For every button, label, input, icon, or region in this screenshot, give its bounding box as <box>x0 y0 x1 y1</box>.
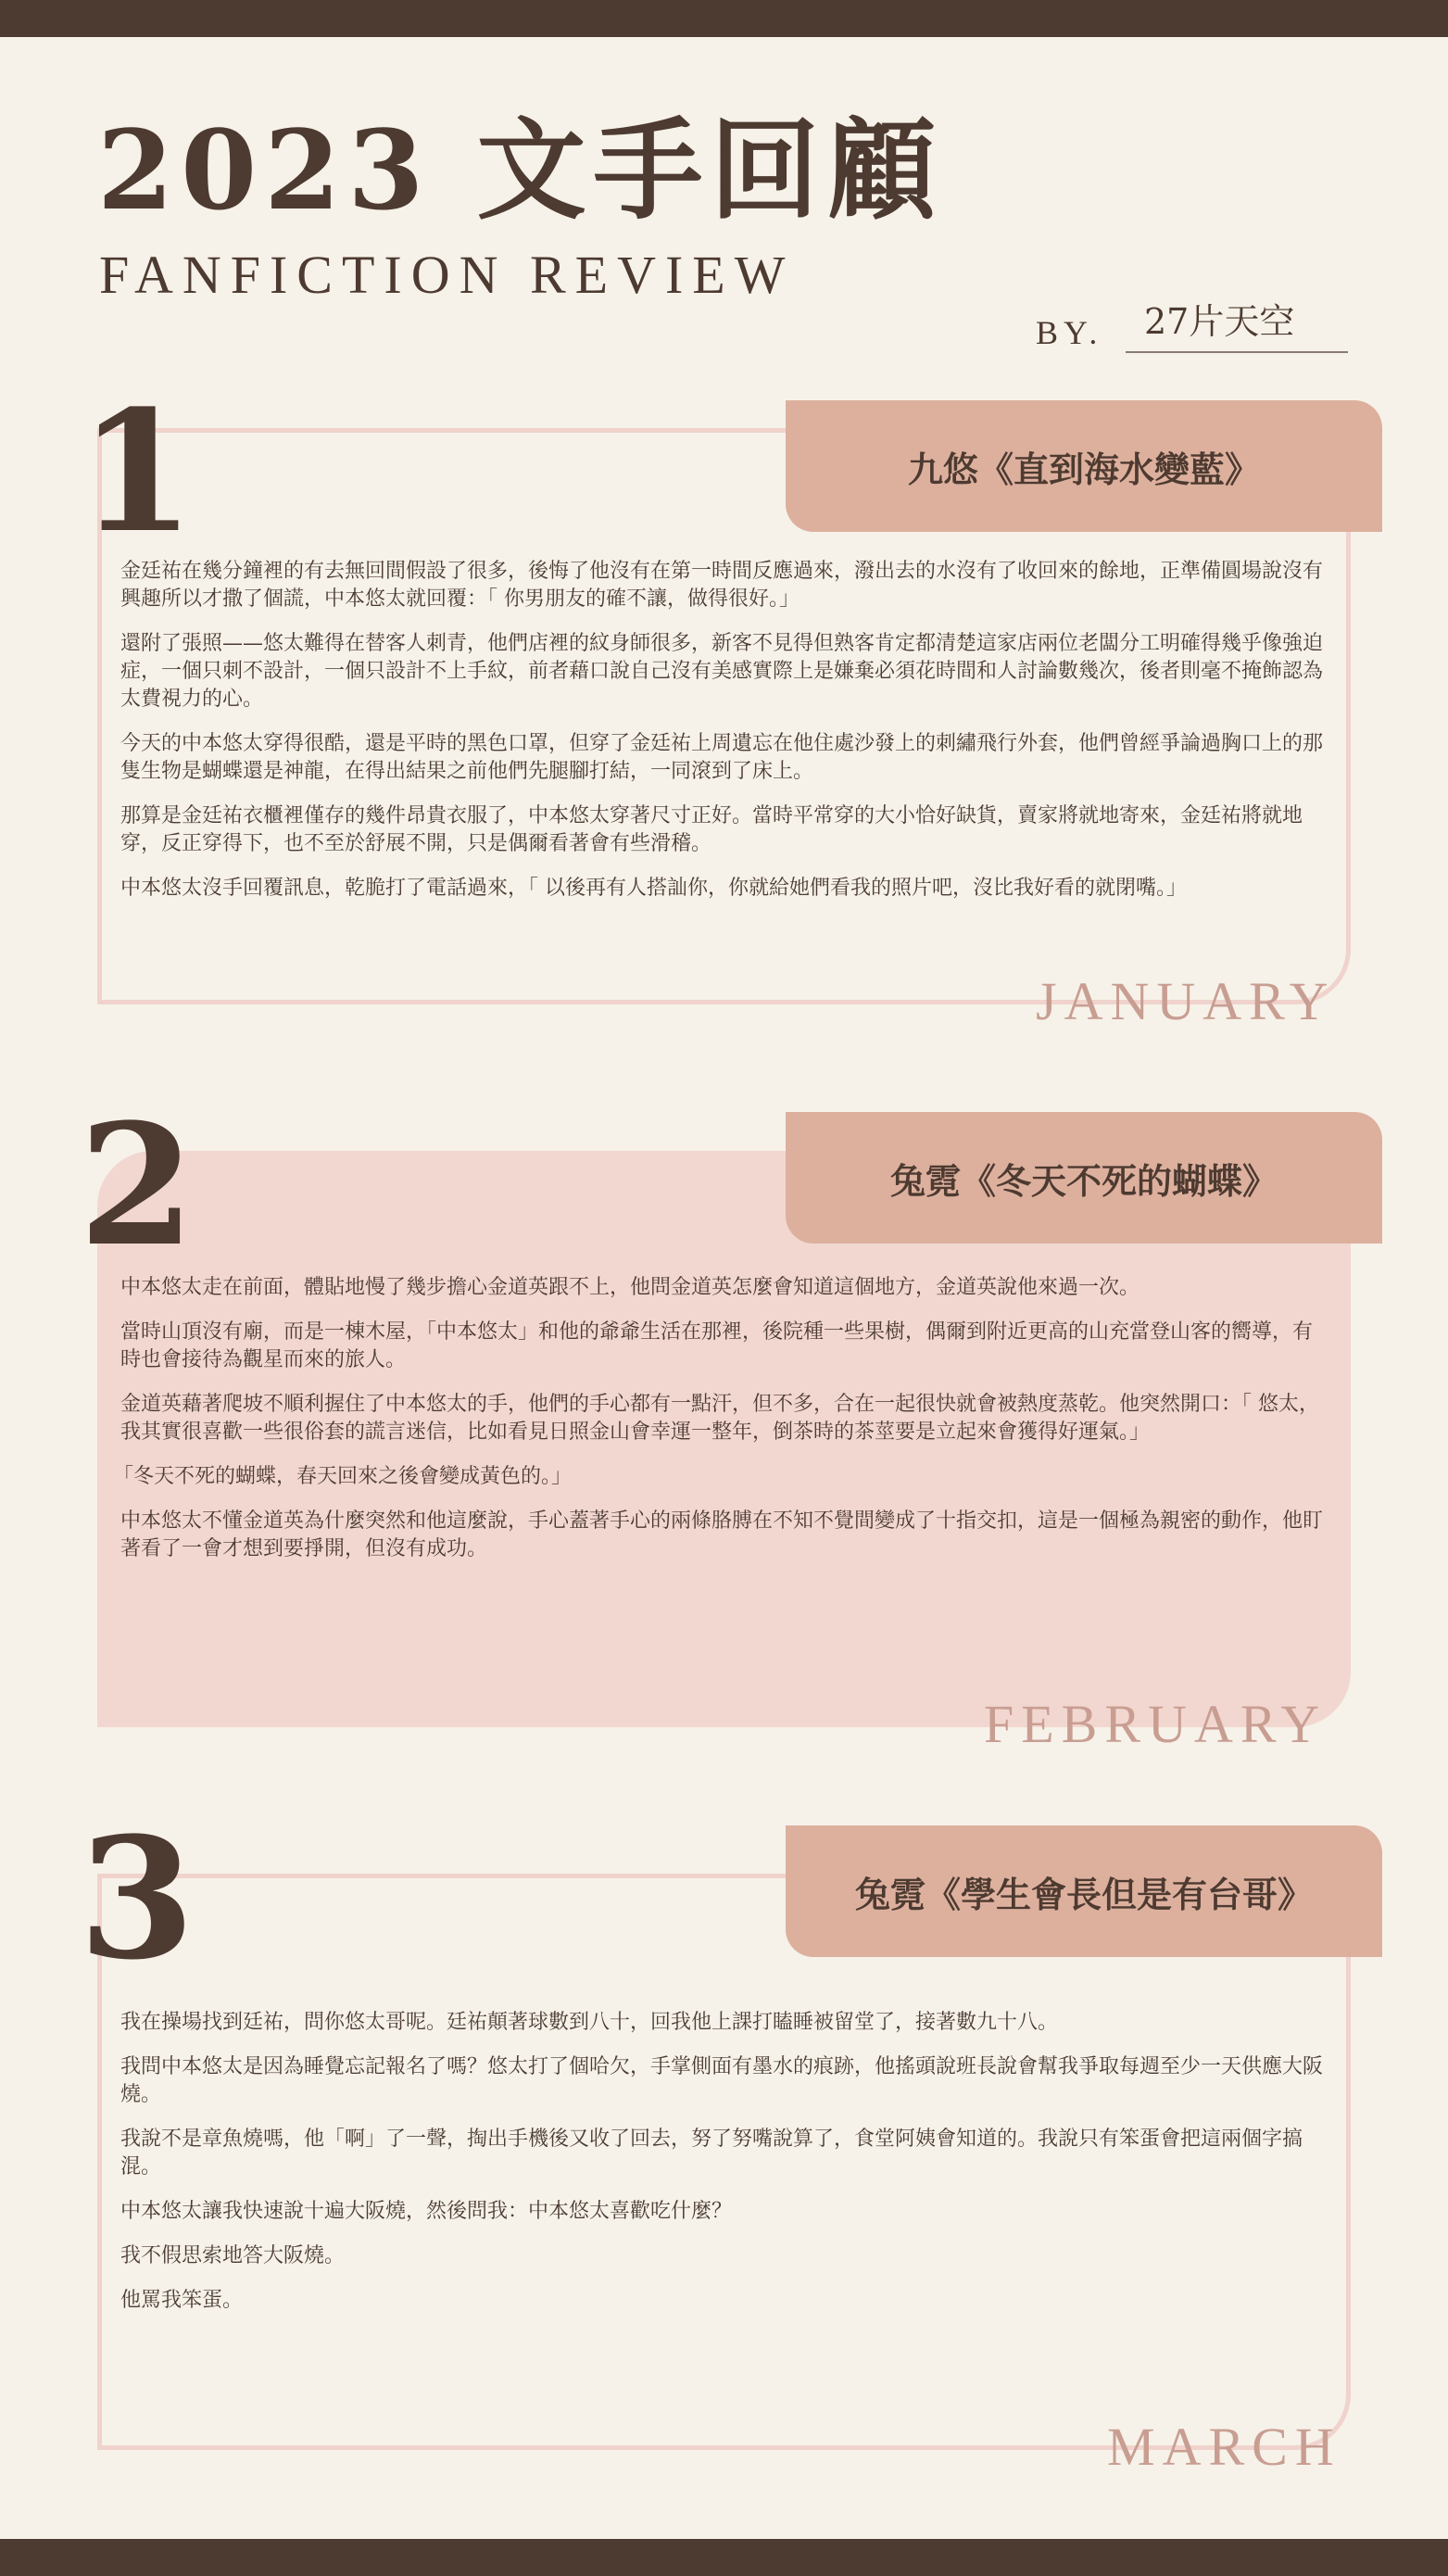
section-number: 3 <box>79 1801 195 1997</box>
byline-author: 27片天空 <box>1126 293 1348 353</box>
section-content <box>120 558 1329 919</box>
paragraph: 金道英藉著爬坡不順利握住了中本悠太的手，他們的手心都有一點汗，但不多，合在一起很快就會被熱度蒸乾。他突然開口：「 悠太，我其實很喜歡一些很俗套的謊言迷信，比如看見日照金山會幸運一整年，倒茶時的茶莖要是立起來會獲得好運氣。」 <box>120 1393 1319 1444</box>
top-border-bar <box>0 0 1448 37</box>
paragraph: 當時山頂沒有廟，而是一棟木屋，「中本悠太」和他的爺爺生活在那裡，後院種一些果樹，偶爾到附近更高的山充當登山客的嚮導，有時也會接待為觀星而來的旅人。 <box>120 1320 1314 1371</box>
section-content <box>120 2009 1329 2331</box>
section-title-tab: 兔霓《學生會長但是有台哥》 <box>786 1825 1382 1957</box>
section-content <box>113 1274 1329 1580</box>
section-number: 1 <box>79 374 195 570</box>
section-title-tab: 兔霓《冬天不死的蝴蝶》 <box>786 1112 1382 1244</box>
section-title-tab: 九悠《直到海水變藍》 <box>786 400 1382 532</box>
byline-label: BY. <box>1036 314 1103 351</box>
paragraph: 今天的中本悠太穿得很酷，還是平時的黑色口罩，但穿了金廷祐上周遺忘在他住處沙發上的刺繡飛行外套，他們曾經爭論過胸口上的那隻生物是蝴蝶還是神龍，在得出結果之前他們先腿腳打結，一同滾到了床上。 <box>120 732 1324 783</box>
section-month: MARCH <box>1107 2417 1341 2477</box>
paragraph: 我說不是章魚燒嗎，他「啊」了一聲，掏出手機後又收了回去，努了努嘴說算了，食堂阿姨會知道的。我說只有笨蛋會把這兩個字搞混。 <box>120 2128 1303 2178</box>
section-month: FEBRUARY <box>984 1694 1328 1754</box>
paragraph: 他罵我笨蛋。 <box>120 2289 244 2312</box>
paragraph: 那算是金廷祐衣櫃裡僅存的幾件昂貴衣服了，中本悠太穿著尺寸正好。當時平常穿的大小恰好缺貨，賣家將就地寄來，金廷祐將就地穿，反正穿得下，也不至於舒展不開，只是偶爾看著會有些滑稽。 <box>120 804 1303 855</box>
paragraph: 中本悠太不懂金道英為什麼突然和他這麼說，手心蓋著手心的兩條胳膊在不知不覺間變成了十指交扣，這是一個極為親密的動作，他盯著看了一會才想到要掙開，但沒有成功。 <box>120 1509 1324 1560</box>
section-number: 2 <box>79 1088 195 1283</box>
paragraph: 我不假思索地答大阪燒。 <box>120 2244 346 2267</box>
paragraph: 我問中本悠太是因為睡覺忘記報名了嗎？悠太打了個哈欠，手掌側面有墨水的痕跡，他搖頭說班長說會幫我爭取每週至少一天供應大阪燒。 <box>120 2055 1324 2106</box>
paragraph: 「冬天不死的蝴蝶，春天回來之後會變成黃色的。」 <box>113 1465 573 1488</box>
page-subtitle: FANFICTION REVIEW <box>99 245 795 305</box>
bottom-border-bar <box>0 2539 1448 2576</box>
paragraph: 中本悠太走在前面，體貼地慢了幾步擔心金道英跟不上，他問金道英怎麼會知道這個地方，金道英說他來過一次。 <box>120 1276 1140 1299</box>
paragraph: 我在操場找到廷祐，問你悠太哥呢。廷祐顛著球數到八十，回我他上課打瞌睡被留堂了，接著數九十八。 <box>120 2011 1059 2034</box>
page-title: 2023 文手回顧 <box>97 106 944 234</box>
paragraph: 金廷祐在幾分鐘裡的有去無回間假設了很多，後悔了他沒有在第一時間反應過來，潑出去的水沒有了收回來的餘地，正準備圓場說沒有興趣所以才撒了個謊，中本悠太就回覆：「 你男朋友的確不讓，做得很好。」 <box>120 560 1324 611</box>
paragraph: 中本悠太沒手回覆訊息，乾脆打了電話過來，「 以後再有人搭訕你，你就給她們看我的照片吧，沒比我好看的就閉嘴。」 <box>120 877 1187 900</box>
section-month: JANUARY <box>1036 971 1336 1031</box>
paragraph: 中本悠太讓我快速說十遍大阪燒，然後問我：中本悠太喜歡吃什麼？ <box>120 2200 733 2223</box>
paragraph: 還附了張照——悠太難得在替客人刺青，他們店裡的紋身師很多，新客不見得但熟客肯定都清楚這家店兩位老闆分工明確得幾乎像強迫症，一個只刺不設計，一個只設計不上手紋，前者藉口說自己沒有美感實際上是嫌棄必須花時間和人討論數幾次，後者則毫不掩飾認為太費視力的心。 <box>120 632 1324 711</box>
